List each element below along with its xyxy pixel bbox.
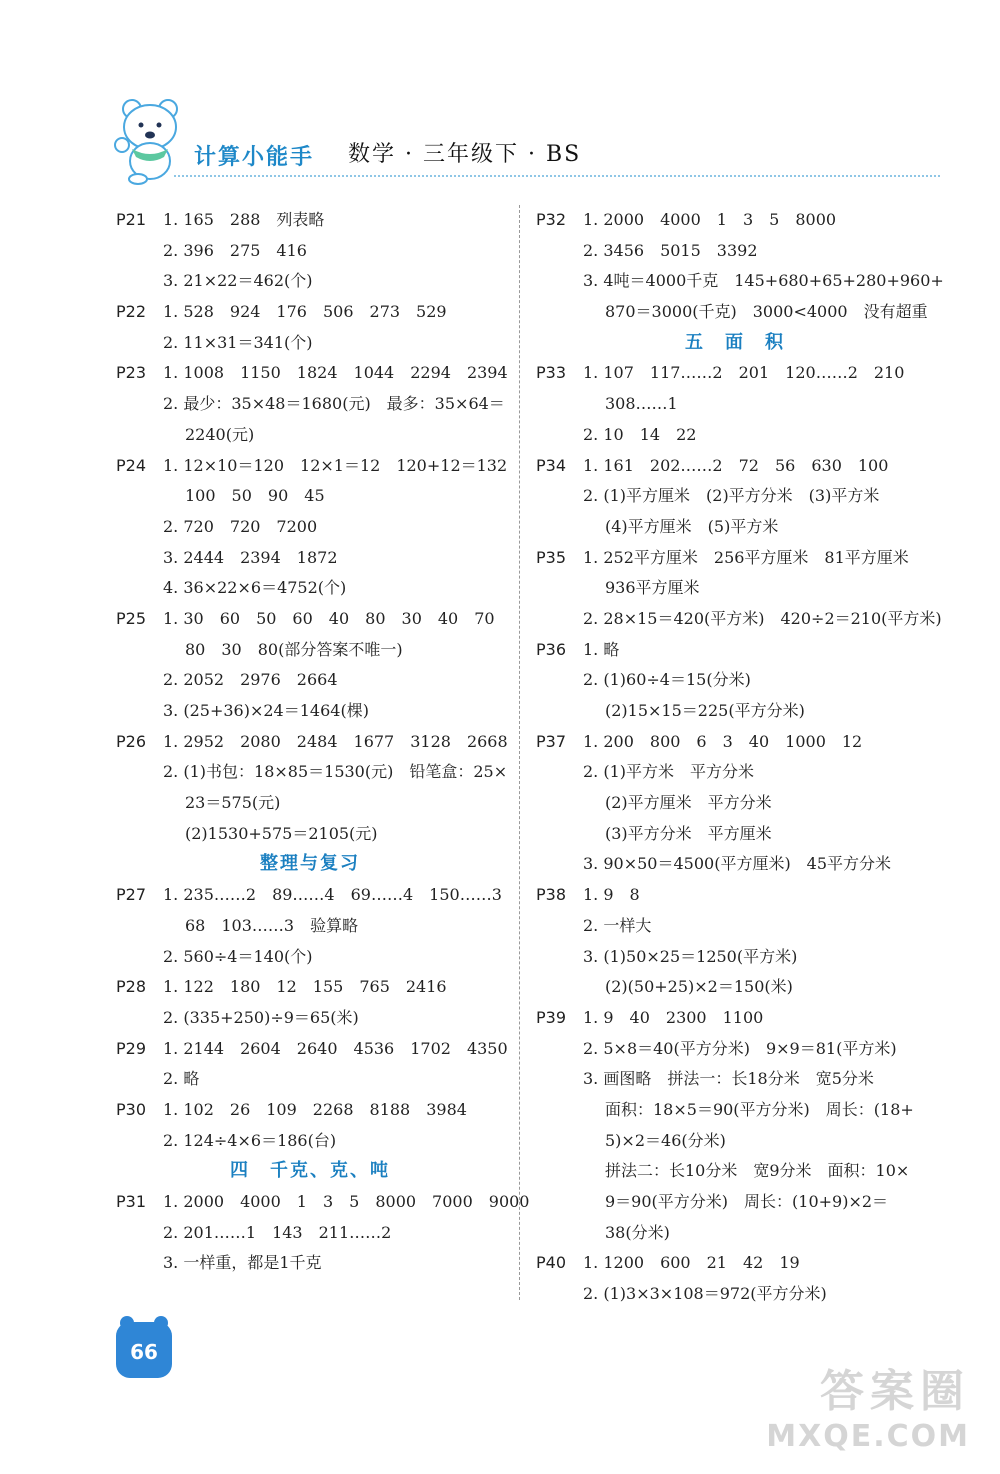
answer-text: 68 103……3 验算略 [185,915,359,935]
answer-line [530,911,940,942]
answer-line [530,420,940,451]
page-label: P36 [536,639,567,659]
right-answer-column [530,205,944,1310]
section-heading: 整理与复习 [260,853,360,875]
answer-line [530,1003,940,1034]
answer-text: 1. 9 40 2300 1100 [583,1007,764,1027]
answer-line [110,911,510,942]
answer-text: 3. 21×22＝462(个) [163,271,313,291]
page-label: P26 [116,731,147,751]
answer-text: 80 30 80(部分答案不唯一) [185,639,403,659]
answer-line [530,665,940,696]
answer-text: 2. 一样大 [583,915,652,935]
answer-line [110,1218,510,1249]
answer-text: 2. (1)3×3×108＝972(平方分米) [583,1284,827,1304]
page-label: P40 [536,1253,567,1273]
answer-text: 2. (1)平方厘米 (2)平方分米 (3)平方米 [583,486,880,506]
answer-text: 2. 11×31＝341(个) [163,332,313,352]
answer-line [530,604,940,635]
page-label: P39 [536,1007,567,1027]
answer-text: 1. 161 202……2 72 56 630 100 [583,455,889,475]
answer-text: 1. 200 800 6 3 40 1000 12 [583,731,863,751]
answer-text: 38(分米) [605,1222,670,1242]
answer-text: 1. 略 [583,639,620,659]
answer-line [110,420,510,451]
page-label: P35 [536,547,567,567]
section-heading: 四 千克、克、吨 [230,1160,390,1182]
book-subject-grade: 数学 · 三年级下 · BS [348,142,582,167]
answer-text: 1. 252平方厘米 256平方厘米 81平方厘米 [583,547,909,567]
answer-line [110,665,510,696]
answer-text: 3. (1)50×25＝1250(平方米) [583,946,798,966]
answer-line [530,880,940,911]
answer-text: 2. 略 [163,1069,200,1089]
answer-line [530,788,940,819]
page-label: P21 [116,210,147,229]
answer-text: 4. 36×22×6＝4752(个) [163,578,347,598]
answer-line [110,1187,530,1218]
section-heading: 五 面 积 [685,331,785,353]
answer-text: 2. 最少：35×48＝1680(元) 最多：35×64＝ [163,394,505,414]
answer-line [530,1034,940,1065]
page-label: P31 [116,1192,147,1211]
page-label: P38 [536,885,567,905]
answer-line [110,757,510,788]
answer-line [530,266,944,297]
answer-line [530,727,940,758]
answer-line [110,573,510,604]
answer-line [530,1187,940,1218]
answer-line [530,1126,940,1157]
answer-line [110,604,510,635]
answer-text: 2. 201……1 143 211……2 [163,1222,392,1242]
answer-text: (2)15×15＝225(平方分米) [605,701,805,720]
page-label: P25 [116,608,147,628]
answer-line [110,297,510,328]
answer-line [110,512,510,543]
answer-line [530,389,940,420]
answer-line [530,543,940,574]
answer-text: 2. (335+250)÷9＝65(米) [163,1007,359,1027]
answer-line [530,849,940,880]
answer-line [530,573,940,604]
page-label: P30 [116,1099,147,1119]
answer-text: 1. 2952 2080 2484 1677 3128 2668 [163,731,508,751]
answer-line [110,972,510,1003]
answer-text: 936平方厘米 [605,578,700,598]
answer-text: 2. 5×8＝40(平方分米) 9×9＝81(平方米) [583,1038,897,1058]
answer-text: 2. 124÷4×6＝186(台) [163,1130,337,1150]
page-label: P22 [116,302,147,322]
answer-line [110,635,510,666]
answer-text: 5)×2＝46(分米) [605,1130,726,1150]
answer-text: 3. (25+36)×24＝1464(棵) [163,701,369,720]
answer-line [530,1279,940,1310]
page-label: P37 [536,731,567,751]
answer-line [110,942,510,973]
answer-line [110,481,510,512]
header-divider [174,175,940,177]
answer-text: (2)(50+25)×2＝150(米) [605,977,793,997]
answer-text: 1. 122 180 12 155 765 2416 [163,977,447,997]
page-label: P33 [536,363,567,383]
answer-line [530,972,940,1003]
answer-line [110,1126,510,1157]
answer-text: (3)平方分米 平方厘米 [605,823,772,843]
answer-text: 2. (1)书包：18×85＝1530(元) 铅笔盒：25× [163,762,508,782]
answer-text: (2)1530+575＝2105(元) [185,823,378,843]
answer-text: 23＝575(元) [185,793,281,813]
answer-line [110,1095,510,1126]
answer-text: 2. 560÷4＝140(个) [163,946,313,966]
page-header [110,95,940,185]
answer-line [110,696,510,727]
answer-text: 2. (1)60÷4＝15(分米) [583,670,751,690]
answer-line [530,1064,940,1095]
answer-text: 2. (1)平方米 平方分米 [583,762,755,782]
answer-line [110,266,510,297]
answer-text: (2)平方厘米 平方分米 [605,793,772,813]
answer-text: 2. 3456 5015 3392 [583,240,758,260]
answer-text: 2. 396 275 416 [163,240,307,260]
answer-text: 2. 10 14 22 [583,424,697,444]
answer-line [530,819,940,850]
answer-text: 1. 1200 600 21 42 19 [583,1253,800,1273]
answer-line [110,543,510,574]
answer-line [530,297,940,328]
watermark [766,1355,970,1454]
answer-text: (4)平方厘米 (5)平方米 [605,516,779,536]
answer-text: 1. 12×10＝120 12×1＝12 120+12＝132 [163,455,508,475]
answer-text: 2. 2052 2976 2664 [163,670,338,690]
answer-text: 9＝90(平方分米) 周长：(10+9)×2＝ [605,1192,889,1211]
answer-text: 1. 107 117……2 201 120……2 210 [583,363,905,383]
answer-text: 2. 720 720 7200 [163,516,318,536]
answer-line [110,205,510,236]
answer-text: 1. 165 288 列表略 [163,210,325,229]
answer-line [530,1156,940,1187]
answer-line [110,1034,510,1065]
answer-text: 1. 235……2 89……4 69……4 150……3 [163,885,502,905]
page-label: P34 [536,455,567,475]
answer-line [110,1248,510,1279]
answer-text: 870＝3000(千克) 3000<4000 没有超重 [605,302,928,322]
answer-line [530,1248,940,1279]
page-label: P23 [116,363,147,383]
answer-text: 1. 30 60 50 60 40 80 30 40 70 [163,608,495,628]
answer-text: 3. 一样重，都是1千克 [163,1253,322,1273]
answer-line [110,236,510,267]
answer-text: 1. 102 26 109 2268 8188 3984 [163,1099,467,1119]
page-label: P24 [116,455,147,475]
page-label: P32 [536,210,567,229]
answer-text: 3. 4吨＝4000千克 145+680+65+280+960+ [583,271,944,291]
answer-line [110,358,510,389]
answer-line [110,880,510,911]
bear-mascot-icon [110,95,190,185]
answer-text: 3. 画图略 拼法一：长18分米 宽5分米 [583,1069,874,1089]
answer-line [110,1064,510,1095]
answer-line [110,727,510,758]
answer-line [110,328,510,359]
answer-line [110,389,510,420]
answer-text: 1. 1008 1150 1824 1044 2294 2394 [163,363,508,383]
answer-line [530,635,940,666]
answer-line [530,1095,940,1126]
answer-text: 1. 2000 4000 1 3 5 8000 7000 9000 [163,1192,530,1211]
page-label: P28 [116,977,147,997]
answer-line [530,481,940,512]
page-label: P29 [116,1038,147,1058]
answer-line [110,451,510,482]
answer-line [110,1003,510,1034]
answer-text: 1. 2000 4000 1 3 5 8000 [583,210,837,229]
answer-text: 面积：18×5＝90(平方分米) 周长：(18+ [605,1099,914,1119]
answer-text: 3. 90×50＝4500(平方厘米) 45平方分米 [583,854,892,874]
answer-line [530,696,940,727]
answer-text: 1. 2144 2604 2640 4536 1702 4350 [163,1038,508,1058]
answer-text: 拼法二：长10分米 宽9分米 面积：10× [605,1161,910,1181]
answer-text: 308……1 [605,394,678,414]
answer-text: 1. 528 924 176 506 273 529 [163,302,447,322]
answer-line [530,512,940,543]
answer-line [530,236,940,267]
answer-text: 100 50 90 45 [185,486,325,506]
left-answer-column [110,205,530,1279]
answer-line [530,757,940,788]
answer-text: 1. 9 8 [583,885,640,905]
answer-line [530,1218,940,1249]
page-number-badge: 66 [116,1322,172,1378]
answer-line [530,358,940,389]
watermark-site: MXQE.COM [766,1419,970,1454]
answer-line [530,205,940,236]
page-label: P27 [116,885,147,905]
column-divider [519,205,520,1300]
answer-text: 2240(元) [185,424,255,444]
answer-text: 3. 2444 2394 1872 [163,547,338,567]
answer-line [530,942,940,973]
watermark-main: 答案圈 [820,1366,970,1417]
answer-line [530,451,940,482]
answer-line [110,788,510,819]
answer-line [110,819,510,850]
book-series-title: 计算小能手 [194,145,315,170]
answer-text: 2. 28×15＝420(平方米) 420÷2＝210(平方米) [583,608,942,628]
